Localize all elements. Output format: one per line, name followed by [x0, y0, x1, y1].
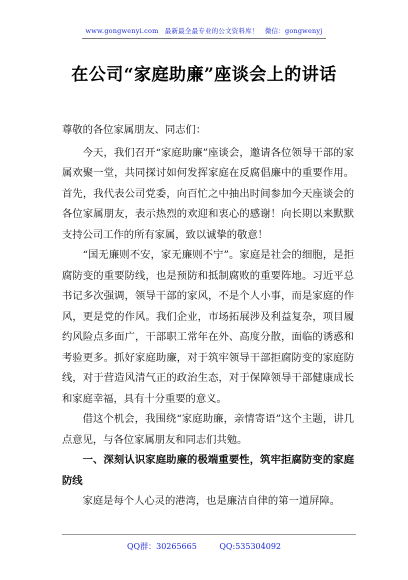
header-text: [0, 26, 408, 35]
paragraph: “国无廉则不安，家无廉则不宁”。家庭是社会的细胞，是拒腐防变的重要防线，也是预防和抵制腐败的重要阵地。习近平总书记多次强调，领导干部的家风，不是个人小事，而是家庭的作风，更是党的作风。我们企业，市场拓展涉及利益复杂，项目履约风险点多面广，干部职工常年在外、高度分散，面临的诱惑和考验更多。抓好家庭助廉，对于筑牢领导干部拒腐防变的家庭防线，对于营造风清气正的政治生态，对于保障领导干部健康成长和家庭幸福，具有十分重要的意义。: [62, 249, 354, 405]
document-body: [62, 120, 354, 512]
header-divider: [82, 38, 326, 39]
paragraph: 借这个机会，我围绕“家庭助廉，亲情寄语”这个主题，讲几点意见，与各位家属朋友和同志们共勉。: [62, 413, 354, 446]
paragraph: 今天，我们召开“家庭助廉”座谈会，邀请各位领导干部的家属欢聚一堂，共同探讨如何发挥家庭在反腐倡廉中的重要作用。首先，我代表公司党委，向百忙之中抽出时间参加今天座谈会的各位家属朋友，表示热烈的欢迎和衷心的感谢！向长期以来默默支持公司工作的所有家属，致以诚挚的敬意！: [62, 146, 354, 241]
section-heading: 一、深刻认识家庭助廉的极端重要性，筑牢拒腐防变的家庭防线: [62, 454, 354, 487]
header-wechat: 微信：gongwenyj: [264, 27, 323, 35]
header-website: www.gongwenyi.com: [85, 27, 159, 35]
document-title: 在公司“家庭助廉”座谈会上的讲话: [71, 65, 337, 85]
paragraph: 家庭是每个人心灵的港湾，也是廉洁自律的第一道屏障。: [82, 495, 341, 507]
footer-qq: QQ:535304092: [219, 542, 281, 551]
footer-qq-group: QQ群：30265665: [126, 542, 197, 551]
page-header: [0, 0, 408, 42]
page-footer: [0, 541, 408, 552]
footer-divider: [62, 534, 356, 535]
salutation: 尊敬的各位家属朋友、同志们：: [62, 124, 207, 136]
header-slogan: 最新最全最专业的公文资料库！: [164, 27, 259, 35]
